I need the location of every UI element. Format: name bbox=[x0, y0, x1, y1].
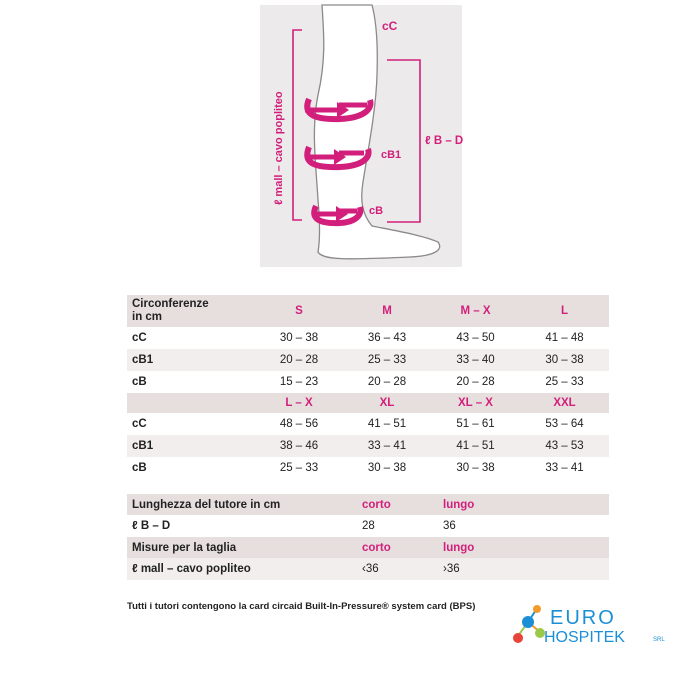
cell: 25 – 33 bbox=[545, 376, 584, 388]
cell: 30 – 38 bbox=[545, 354, 584, 366]
measure-header-long: lungo bbox=[443, 541, 475, 554]
measure-header-label: Misure per la taglia bbox=[132, 541, 237, 554]
size-col-MX: M – X bbox=[460, 305, 491, 317]
table-row bbox=[127, 558, 609, 580]
cell: 48 – 56 bbox=[279, 418, 319, 430]
cell: 41 – 51 bbox=[367, 418, 407, 430]
label-cB: cB bbox=[369, 205, 384, 217]
cell: 36 bbox=[443, 520, 456, 532]
cell: 41 – 51 bbox=[456, 440, 495, 452]
cell: ‹36 bbox=[362, 563, 379, 575]
label-length-mall: ℓ mall – cavo popliteo bbox=[273, 91, 285, 205]
cell: 25 – 33 bbox=[279, 462, 319, 474]
cell: 43 – 53 bbox=[545, 440, 584, 452]
eurohospitek-logo bbox=[506, 598, 686, 654]
size-table bbox=[127, 295, 609, 479]
label-cB1: cB1 bbox=[381, 149, 402, 161]
size-header-row-2 bbox=[127, 393, 609, 413]
cell: 36 – 43 bbox=[367, 332, 407, 344]
leg-diagram bbox=[0, 0, 700, 280]
size-col-XXL: XXL bbox=[553, 397, 576, 409]
size-col-XL: XL bbox=[379, 397, 395, 409]
molecule-icon bbox=[513, 605, 545, 643]
cell: 20 – 28 bbox=[456, 376, 495, 388]
size-col-L: L bbox=[560, 305, 569, 317]
circumference-header: Circonferenze in cm bbox=[132, 298, 209, 323]
row-label: cB1 bbox=[132, 354, 154, 366]
cell: 30 – 38 bbox=[367, 462, 407, 474]
label-length-bd: ℓ B – D bbox=[425, 135, 464, 147]
size-col-M: M bbox=[382, 305, 392, 317]
logo-suffix: SRL bbox=[653, 637, 665, 643]
cell: 33 – 40 bbox=[456, 354, 495, 366]
cell: 30 – 38 bbox=[279, 332, 319, 344]
table-row bbox=[127, 413, 609, 435]
size-col-S: S bbox=[295, 305, 303, 317]
cell: 25 – 33 bbox=[367, 354, 407, 366]
table-row bbox=[127, 349, 609, 371]
length-header-short: corto bbox=[362, 498, 391, 511]
cell: 53 – 64 bbox=[545, 418, 584, 430]
row-label: ℓ mall – cavo popliteo bbox=[132, 563, 251, 575]
size-header-row-1 bbox=[127, 295, 609, 327]
size-col-LX: L – X bbox=[285, 397, 313, 409]
cell: 51 – 61 bbox=[456, 418, 495, 430]
footnote: Tutti i tutori contengono la card circaid Built-In-Pressure® system card (BPS) bbox=[127, 601, 476, 612]
cell: 30 – 38 bbox=[456, 462, 495, 474]
row-label: ℓ B – D bbox=[132, 520, 171, 532]
row-label: cB1 bbox=[132, 440, 154, 452]
cell: 33 – 41 bbox=[367, 440, 407, 452]
measure-header-row bbox=[127, 537, 609, 558]
label-cC: cC bbox=[382, 19, 398, 33]
cell: 43 – 50 bbox=[456, 332, 495, 344]
logo-line1: EURO bbox=[550, 607, 616, 629]
row-label: cC bbox=[132, 418, 147, 430]
row-label: cB bbox=[132, 462, 147, 474]
cell: 15 – 23 bbox=[279, 376, 319, 388]
measure-header-short: corto bbox=[362, 541, 391, 554]
row-label: cC bbox=[132, 332, 147, 344]
size-col-XLX: XL – X bbox=[458, 397, 493, 409]
cell: 33 – 41 bbox=[545, 462, 584, 474]
table-row bbox=[127, 515, 609, 537]
cell: ›36 bbox=[443, 563, 460, 575]
logo-line2: HOSPITEK bbox=[544, 629, 625, 646]
cell: 41 – 48 bbox=[545, 332, 584, 344]
cell: 20 – 28 bbox=[367, 376, 407, 388]
table-row bbox=[127, 371, 609, 393]
cell: 20 – 28 bbox=[279, 354, 319, 366]
row-label: cB bbox=[132, 376, 147, 388]
length-header-row bbox=[127, 494, 609, 515]
length-header-label: Lunghezza del tutore in cm bbox=[132, 498, 281, 511]
cell: 38 – 46 bbox=[279, 440, 319, 452]
table-row bbox=[127, 457, 609, 479]
table-row bbox=[127, 327, 609, 349]
length-header-long: lungo bbox=[443, 498, 475, 511]
cell: 28 bbox=[362, 520, 375, 532]
table-row bbox=[127, 435, 609, 457]
length-table bbox=[127, 494, 609, 580]
